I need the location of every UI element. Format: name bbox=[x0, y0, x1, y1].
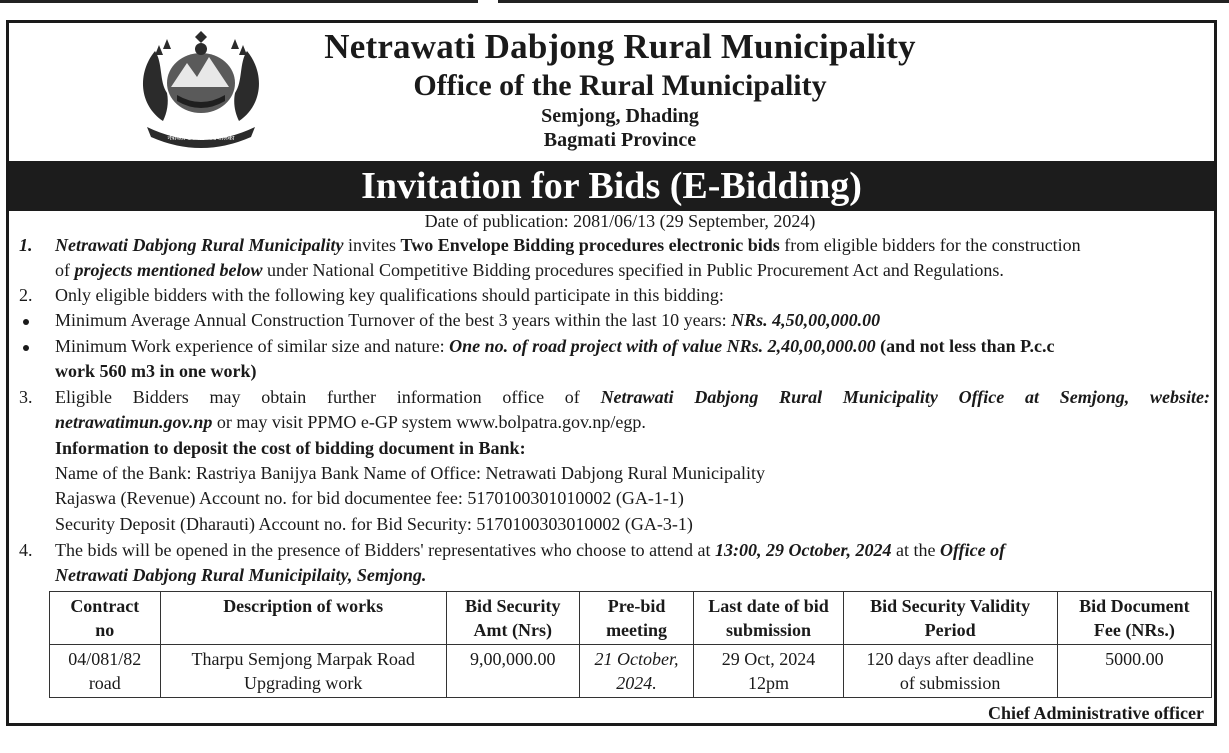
experience-label: Minimum Work experience of similar size and nature: bbox=[55, 336, 450, 356]
table-header-cell: Bid Security Validity Period bbox=[843, 592, 1057, 645]
table-header-cell: Bid Document Fee (NRs.) bbox=[1057, 592, 1211, 645]
contract-no-cell: 04/081/82 road bbox=[50, 645, 161, 698]
notice-header bbox=[9, 23, 1214, 161]
item-3-text-b: or may visit PPMO e-GP system www.bolpatra.gov.np/egp. bbox=[212, 412, 646, 432]
item-3-line-2 bbox=[55, 412, 646, 433]
municipality-name: Netrawati Dabjong Rural Municipality bbox=[324, 27, 916, 66]
item-1-text-d: under National Competitive Bidding procedures specified in Public Procurement Act and Regulations. bbox=[262, 260, 1004, 280]
item-4-text-b: at the bbox=[891, 540, 941, 560]
item-1-number: 1. bbox=[19, 235, 33, 255]
website-link[interactable]: netrawatimun.gov.np bbox=[55, 412, 213, 432]
item-4-text-a: The bids will be opened in the presence of Bidders' representatives who choose to attend at bbox=[55, 540, 716, 560]
turnover-value: NRs. 4,50,00,000.00 bbox=[731, 310, 881, 330]
item-4-line-1 bbox=[55, 540, 1005, 561]
pre-bid-meeting-cell: 21 October, 2024. bbox=[579, 645, 694, 698]
description-cell: Tharpu Semjong Marpak Road Upgrading work bbox=[160, 645, 446, 698]
item-3-line-1 bbox=[55, 387, 1210, 408]
item-1-text-b: from eligible bidders for the construction bbox=[779, 235, 1081, 255]
table-header-row bbox=[50, 592, 1212, 645]
qualification-experience bbox=[55, 336, 1054, 357]
bid-security-cell: 9,00,000.00 bbox=[446, 645, 579, 698]
address-line-1: Semjong, Dhading bbox=[541, 105, 699, 127]
revenue-account: Rajaswa (Revenue) Account no. for bid documentee fee: 5170100301010002 (GA-1-1) bbox=[55, 488, 684, 508]
item-1-line-2 bbox=[55, 260, 1004, 281]
item-3-office: Netrawati Dabjong Rural Municipality Office at Semjong, website: bbox=[600, 387, 1210, 407]
item-4-office: Office of bbox=[940, 540, 1006, 560]
table-header-cell: Pre-bid meeting bbox=[579, 592, 694, 645]
item-2-number: 2. bbox=[19, 285, 33, 305]
table-header-cell: Last date of bid submission bbox=[694, 592, 843, 645]
bullet-dot bbox=[23, 319, 29, 325]
publication-date: Date of publication: 2081/06/13 (29 September, 2024) bbox=[424, 211, 816, 231]
qualification-turnover bbox=[55, 310, 880, 331]
notice-frame bbox=[6, 20, 1217, 726]
address-line-2: Bagmati Province bbox=[543, 129, 697, 151]
emblem-motto: नेत्रावती डबजोङ गाउँपालिका bbox=[167, 134, 235, 142]
deposit-heading: Information to deposit the cost of bidding document in Bank: bbox=[55, 438, 526, 458]
experience-extra-line-2: work 560 m3 in one work) bbox=[55, 361, 257, 381]
table-header-cell: Description of works bbox=[160, 592, 446, 645]
document-fee-cell: 5000.00 bbox=[1057, 645, 1211, 698]
notice-title-banner: Invitation for Bids (E-Bidding) bbox=[9, 161, 1214, 211]
bids-table bbox=[49, 591, 1212, 698]
item-4-number: 4. bbox=[19, 540, 33, 560]
item-1-line-1 bbox=[55, 235, 1081, 256]
item-1-municipality: Netrawati Dabjong Rural Municipality bbox=[55, 235, 344, 255]
item-4-line-2: Netrawati Dabjong Rural Municipilaity, Semjong. bbox=[55, 565, 427, 585]
page-top-rule-right bbox=[498, 0, 1229, 3]
security-account: Security Deposit (Dharauti) Account no. for Bid Security: 5170100303010002 (GA-3-1) bbox=[55, 514, 693, 534]
experience-value: One no. of road project with of value NRs. 2,40,00,000.00 bbox=[449, 336, 876, 356]
item-2-text: Only eligible bidders with the following key qualifications should participate in this bidding: bbox=[55, 285, 724, 305]
turnover-label: Minimum Average Annual Construction Turnover of the best 3 years within the last 10 years: bbox=[55, 310, 732, 330]
experience-extra: (and not less than P.c.c bbox=[875, 336, 1055, 356]
bullet-dot bbox=[23, 345, 29, 351]
item-1-procedure: Two Envelope Bidding procedures electronic bids bbox=[400, 235, 780, 255]
page-top-rule-left bbox=[0, 0, 478, 3]
table-header-cell: Contract no bbox=[50, 592, 161, 645]
item-1-text-c: of bbox=[55, 260, 75, 280]
item-3-text-a: Eligible Bidders may obtain further information office of bbox=[55, 387, 601, 407]
signatory: Chief Administrative officer bbox=[988, 703, 1204, 723]
validity-cell: 120 days after deadline of submission bbox=[843, 645, 1057, 698]
bank-name: Name of the Bank: Rastriya Banijya Bank Name of Office: Netrawati Dabjong Rural Municipality bbox=[55, 463, 765, 483]
opening-datetime: 13:00, 29 October, 2024 bbox=[715, 540, 892, 560]
item-3-number: 3. bbox=[19, 387, 33, 407]
table-row bbox=[50, 645, 1212, 698]
office-name: Office of the Rural Municipality bbox=[413, 69, 827, 102]
last-date-cell: 29 Oct, 2024 12pm bbox=[694, 645, 843, 698]
item-1-projects: projects mentioned below bbox=[74, 260, 263, 280]
table-header-cell: Bid Security Amt (Nrs) bbox=[446, 592, 579, 645]
item-1-text-a: invites bbox=[343, 235, 401, 255]
